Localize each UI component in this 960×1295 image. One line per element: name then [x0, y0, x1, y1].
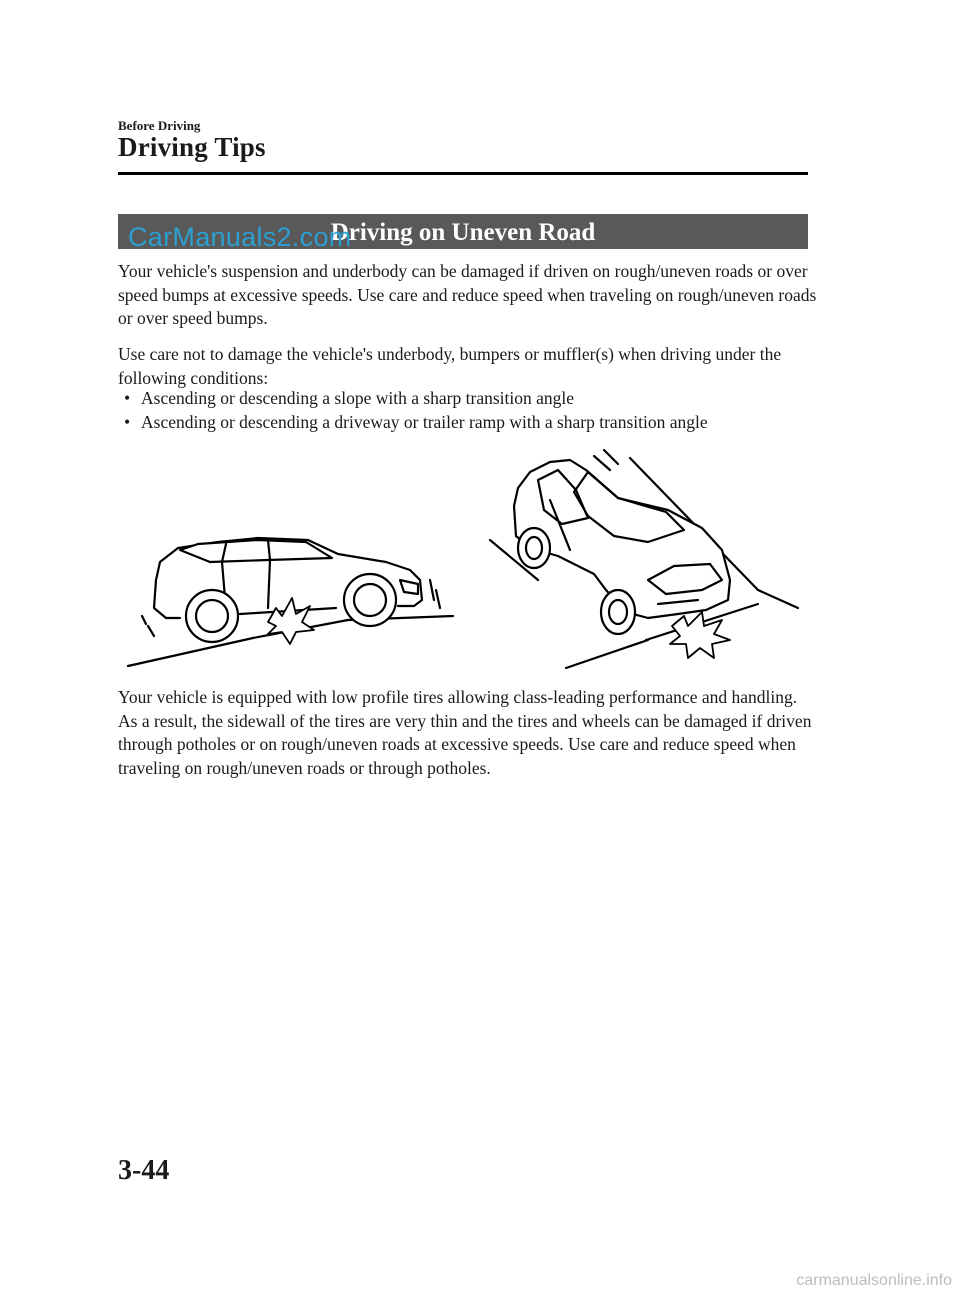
topic-banner: Driving on Uneven Road [118, 214, 808, 249]
vehicle-illustration [118, 440, 808, 675]
right-car-on-ramp [490, 450, 798, 668]
footer-watermark: carmanualsonline.info [796, 1272, 952, 1289]
page-number: 3-44 [118, 1155, 170, 1186]
conditions-list [124, 387, 708, 434]
section-label: Before Driving [118, 118, 201, 133]
list-item: • Ascending or descending a driveway or trailer ramp with a sharp transition angle [124, 411, 708, 435]
watermark-text: CarManuals2.com [128, 222, 352, 252]
list-item: • Ascending or descending a slope with a sharp transition angle [124, 387, 708, 411]
paragraph-low-profile-tires: Your vehicle is equipped with low profile tires allowing class-leading performance and handling. As a result, the sidewall of the tires are very thin and the tires and wheels can be damaged if driven through potholes or on rough/uneven roads at excessive speeds. Use care and reduce speed when traveling on rough/uneven roads or through potholes. [118, 687, 812, 778]
page-title: Driving Tips [118, 132, 266, 162]
left-car-on-slope [128, 538, 453, 666]
heading-divider [118, 172, 808, 175]
paragraph-underbody-care: Use care not to damage the vehicle's underbody, bumpers or muffler(s) when driving under the following conditions: [118, 344, 782, 388]
paragraph-suspension-warning: Your vehicle's suspension and underbody can be damaged if driven on rough/uneven roads or over speed bumps at excessive speeds. Use care and reduce speed when traveling on rough/uneven roads or over speed bumps. [118, 261, 817, 328]
